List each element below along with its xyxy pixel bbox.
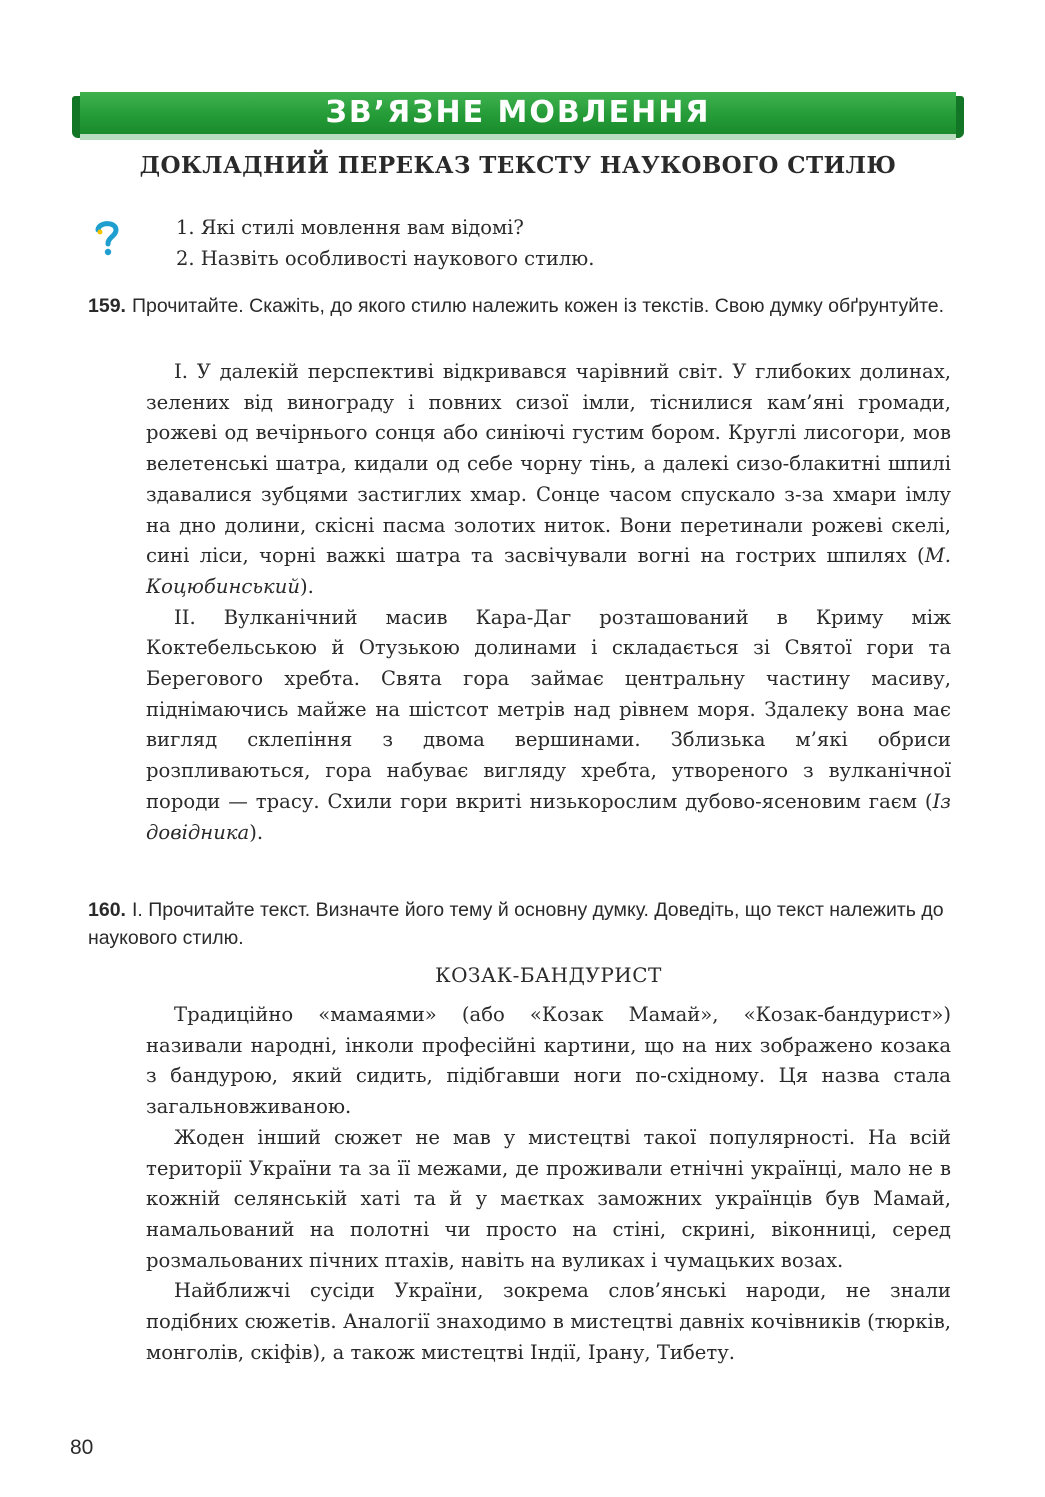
text-paragraph-1: І. У далекій перспективі відкривався чарівний світ. У глибоких долинах, зелених від винограду і повних сизої імли, тіснилися кам’яні громади, рожеві од вечірнього сонця або синіючі густим бором. Круглі лисогори, мов велетенські шатра, кидали од себе чорну тінь, а далекі сизо-блакитні шпилі здавалися зубцями застиглих хмар. Сонце часом спускало з-за хмари імлу на дно долини, скісні пасма золотих ниток. Вони перетинали рожеві скелі, сині ліси, чорні важкі шатра та засвічували вогні на гострих шпилях (М. Коцюбинський). [146, 360, 951, 598]
task-number: 160. [88, 899, 126, 921]
banner-shadow [80, 134, 956, 140]
question-item: 1. Які стилі мовлення вам відомі? [176, 216, 524, 239]
page-title: ДОКЛАДНИЙ ПЕРЕКАЗ ТЕКСТУ НАУКОВОГО СТИЛЮ [139, 152, 897, 179]
task-159-texts [146, 357, 951, 848]
question-list [176, 212, 594, 274]
text-title: КОЗАК-БАНДУРИСТ [435, 963, 662, 987]
text-source: Із довідника [146, 789, 951, 844]
task-159 [88, 292, 952, 320]
page-number: 80 [70, 1436, 94, 1459]
text-paragraph: Найближчі сусіди України, зокрема слов’янські народи, не знали подібних сюжетів. Аналогії знаходимо в мистецтві давніх кочівників (тюрків, монголів, скіфів), а також мистецтві Індії, Ірану, Тибету. [146, 1279, 951, 1364]
task-instruction: І. Прочитайте текст. Визначте його тему й основну думку. Доведіть, що текст належить до наукового стилю. [88, 899, 944, 949]
text-paragraph: Жоден інший сюжет не мав у мистецтві такої популярності. На всій території України та за її межами, де проживали етнічні українці, мало не в кожній селянській хаті та й у маєтках заможних українців був Мамай, намальований на полотні чи просто на стіні, скрині, віконниці, серед розмальованих пічних птахів, навіть на вуликах і чумацьких возах. [146, 1125, 951, 1272]
task-number: 159. [88, 295, 126, 317]
task-instruction: Прочитайте. Скажіть, до якого стилю належить кожен із текстів. Свою думку обґрунтуйте. [131, 295, 945, 317]
question-item: 2. Назвіть особливості наукового стилю. [176, 247, 595, 270]
text-paragraph: Традиційно «мамаями» (або «Козак Мамай», «Козак-бандурист») називали народні, інколи професійні картини, що на них зображено козака з бандурою, який сидить, підібгавши ноги по-східному. Ця назва стала загальновживаною. [146, 1003, 951, 1119]
text-author: М. Коцюбинський [146, 544, 951, 598]
section-banner-label: ЗВ’ЯЗНЕ МОВЛЕННЯ [80, 92, 956, 134]
question-mark-icon [90, 218, 124, 258]
task-160 [88, 896, 952, 952]
section-banner [72, 92, 964, 142]
text-paragraph-2: ІІ. Вулканічний масив Кара-Даг розташований в Криму між Коктебельською й Отузькою долинами і складається зі Святої гори та Берегового хребта. Свята гора займає центральну частину масиву, піднімаючись майже на шістсот метрів над рівнем моря. Здалеку вона має вигляд склепіння з двома вершинами. Зблизька м’які обриси розпливаються, гора набуває вигляду хребта, утвореного з вулканічної породи — трасу. Схили гори вкриті низькорослим дубово-ясеновим гаєм (Із довідника). [146, 605, 951, 844]
task-160-text [146, 1000, 951, 1368]
